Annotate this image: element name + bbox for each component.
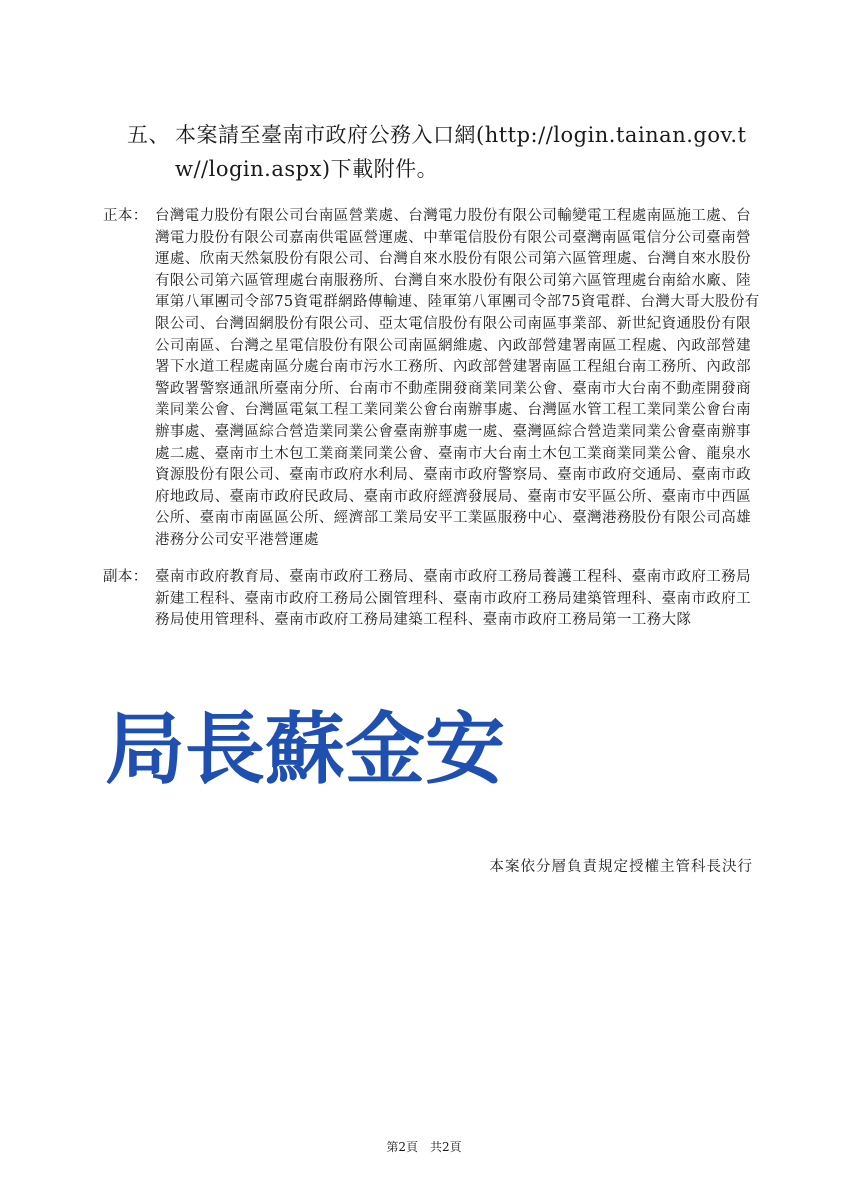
copy-recipients-label: 副本： <box>103 569 148 585</box>
item-text: 本案請至臺南市政府公務入口網(http://login.tainan.gov.tw//login.aspx)下載附件。 <box>175 123 747 181</box>
main-recipients-list: 台灣電力股份有限公司台南區營業處、台灣電力股份有限公司輸變電工程處南區施工處、台灣電力股份有限公司嘉南供電區營運處、中華電信股份有限公司臺灣南區電信分公司臺南營運處、欣南天然氣股份有限公司、台灣自來水股份有限公司第六區管理處、台灣自來水股份有限公司第六區管理處台南服務所、台灣自來水股份有限公司第六區管理處台南給水廠、陸軍第八軍團司令部75資電群網路傳輸連、陸軍第八軍團司令部75資電群、台灣大哥大股份有限公司、台灣固網股份有限公司、亞太電信股份有限公司南區事業部、新世紀資通股份有限公司南區、台灣之星電信股份有限公司南區網維處、內政部營建署南區工程處、內政部營建署下水道工程處南區分處台南市污水工務所、內政部營建署南區工程組台南工務所、內政部警政署警察通訊所臺南分所、台南市不動產開發商業同業公會、臺南市大台南不動產開發商業同業公會、台灣區電氣工程工業同業公會台南辦事處、台灣區水管工程工業同業公會台南辦事處、臺灣區綜合營造業同業公會臺南辦事處一處、臺灣區綜合營造業同業公會臺南辦事處二處、臺南市土木包工業商業同業公會、臺南市大台南土木包工業商業同業公會、龍泉水資源股份有限公司、臺南市政府水利局、臺南市政府警察局、臺南市政府交通局、臺南市政府地政局、臺南市政府民政局、臺南市政府經濟發展局、臺南市安平區公所、臺南市中西區公所、臺南市南區區公所、經濟部工業局安平工業區服務中心、臺灣港務股份有限公司高雄港務分公司安平港營運處 <box>155 208 760 548</box>
item-number: 五、 <box>127 123 170 147</box>
item-five <box>127 118 777 186</box>
copy-recipients-block <box>103 567 763 632</box>
director-signature-stamp <box>105 698 525 793</box>
delegation-note: 本案依分層負責規定授權主管科長決行 <box>489 859 753 875</box>
signature-text: 局長蘇金安 <box>105 704 505 793</box>
main-recipients-label: 正本： <box>103 208 148 224</box>
main-recipients-block <box>103 206 763 552</box>
page-number: 第2頁 共2頁 <box>386 1140 462 1154</box>
copy-recipients-list: 臺南市政府教育局、臺南市政府工務局、臺南市政府工務局養護工程科、臺南市政府工務局新建工程科、臺南市政府工務局公園管理科、臺南市政府工務局建築管理科、臺南市政府工務局使用管理科、臺南市政府工務局建築工程科、臺南市政府工務局第一工務大隊 <box>155 569 751 629</box>
